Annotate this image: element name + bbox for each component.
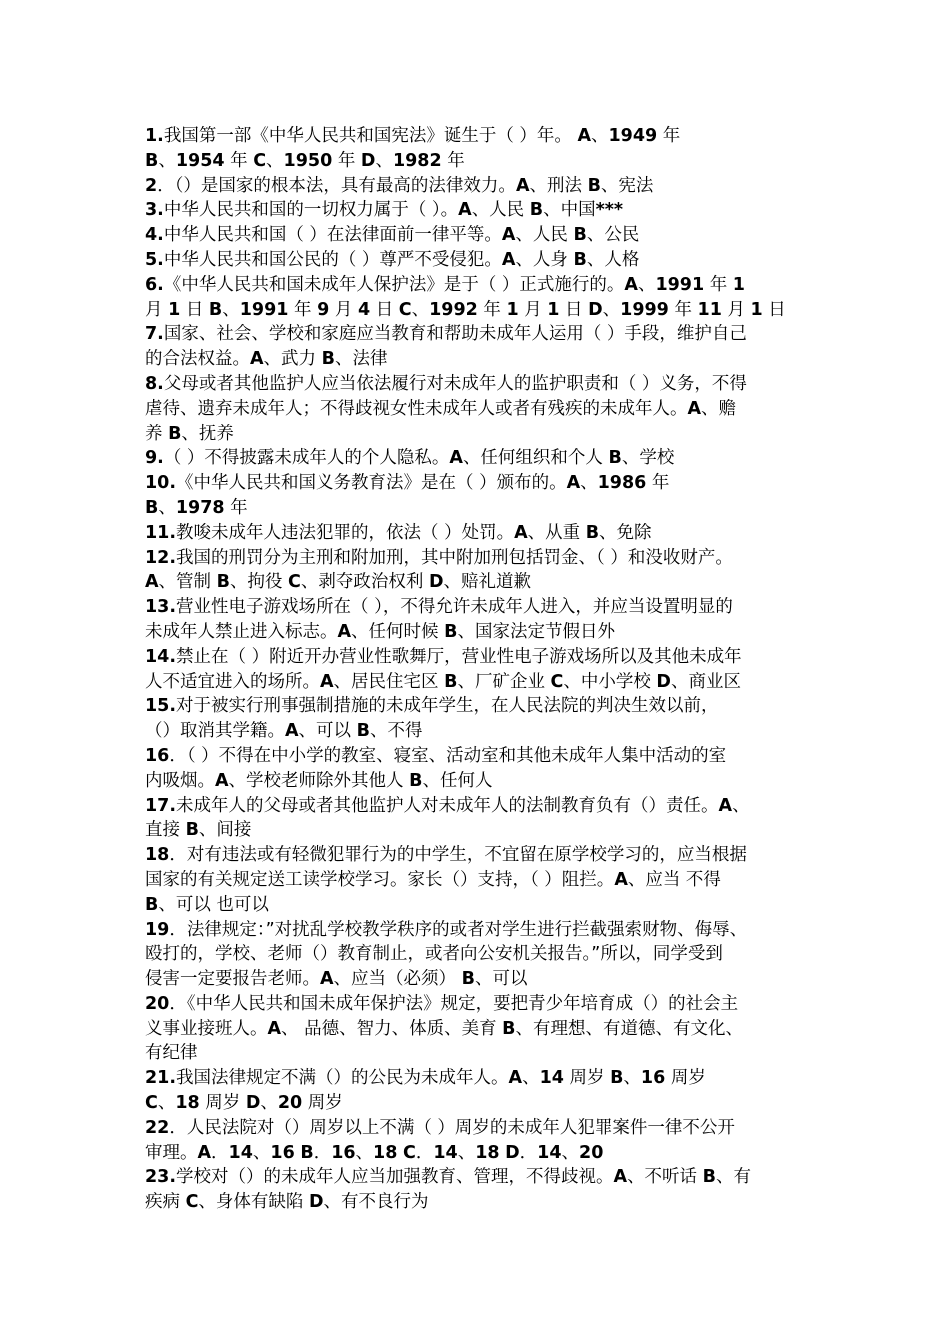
text-line: 未成年人禁止进入标志。A、任何时候 B、国家法定节假日外 [145, 621, 615, 642]
text-line: 殴打的，学校、老师（）教育制止，或者向公安机关报告。”所以，同学受到 [145, 944, 723, 965]
text-line: 16．（ ）不得在中小学的教室、寝室、活动室和其他未成年人集中活动的室 [145, 745, 727, 766]
text-line: 15.对于被实行刑事强制措施的未成年学生，在人民法院的判决生效以前， [145, 696, 719, 717]
text-line: A、管制 B、拘役 C、剥夺政治权利 D、赔礼道歉 [145, 572, 531, 593]
text-line: C、18 周岁 D、20 周岁 [145, 1093, 343, 1114]
text-line: 10.《中华人民共和国义务教育法》是在（ ）颁布的。A、1986 年 [145, 473, 670, 494]
text-line: 11.教唆未成年人违法犯罪的，依法（ ）处罚。A、从重 B、免除 [145, 522, 652, 543]
text-line: B、1978 年 [145, 497, 248, 518]
text-line: 21.我国法律规定不满（）的公民为未成年人。A、14 周岁 B、16 周岁 [145, 1068, 706, 1089]
text-line: 13.营业性电子游戏场所在（ ），不得允许未成年人进入，并应当设置明显的 [145, 597, 733, 618]
text-line: 3.中华人民共和国的一切权力属于（ ）。A、人民 B、中国*** [145, 200, 624, 221]
text-line: 8.父母或者其他监护人应当依法履行对未成年人的监护职责和（ ）义务，不得 [145, 373, 747, 394]
text-line: 9.（ ）不得披露未成年人的个人隐私。A、任何组织和个人 B、学校 [145, 448, 675, 469]
text-line: 疾病 C、身体有缺陷 D、有不良行为 [145, 1192, 429, 1213]
text-line: 国家的有关规定送工读学校学习。家长（）支持，（ ）阻拦。A、应当 不得 [145, 869, 721, 890]
text-line: B、可以 也可以 [145, 894, 269, 915]
text-line: 5.中华人民共和国公民的（ ）尊严不受侵犯。A、人身 B、人格 [145, 249, 640, 270]
text-line: 7.国家、社会、学校和家庭应当教育和帮助未成年人运用（ ）手段，维护自己 [145, 324, 747, 345]
text-line: 19．法律规定：”对扰乱学校教学秩序的或者对学生进行拦截强索财物、侮辱、 [145, 919, 748, 940]
text-line: 虐待、遗弃未成年人；不得歧视女性未成年人或者有残疾的未成年人。A、赡 [145, 398, 737, 419]
text-line: （）取消其学籍。A、可以 B、不得 [145, 721, 423, 742]
text-line: B、1954 年 C、1950 年 D、1982 年 [145, 150, 465, 171]
text-line: 6.《中华人民共和国未成年人保护法》是于（ ）正式施行的。A、1991 年 1 [145, 274, 745, 295]
text-line: 直接 B、间接 [145, 820, 252, 841]
text-line: 养 B、抚养 [145, 423, 234, 444]
text-line: 人不适宜进入的场所。A、居民住宅区 B、厂矿企业 C、中小学校 D、商业区 [145, 671, 741, 692]
text-line: 23.学校对（）的未成年人应当加强教育、管理，不得歧视。A、不听话 B、有 [145, 1167, 751, 1188]
text-line: 1.我国第一部《中华人民共和国宪法》诞生于（ ）年。 A、1949 年 [145, 126, 681, 146]
text-line: 月 1 日 B、1991 年 9 月 4 日 C、1992 年 1 月 1 日 D、1999 年 11 月 1 日 [145, 299, 786, 320]
text-line: 4.中华人民共和国（ ）在法律面前一律平等。A、人民 B、公民 [145, 225, 640, 246]
question-list [145, 124, 825, 1215]
text-line: 内吸烟。A、学校老师除外其他人 B、任何人 [145, 770, 493, 791]
text-line: 14.禁止在（ ）附近开办营业性歌舞厅，营业性电子游戏场所以及其他未成年 [145, 646, 742, 667]
text-line: 义事业接班人。A、 品德、智力、体质、美育 B、有理想、有道德、有文化、 [145, 1018, 744, 1039]
text-line: 有纪律 [145, 1043, 198, 1064]
text-line: 2．（）是国家的根本法，具有最高的法律效力。A、刑法 B、宪法 [145, 175, 654, 196]
text-line: 18．对有违法或有轻微犯罪行为的中学生，不宜留在原学校学习的，应当根据 [145, 845, 747, 866]
text-line: 审理。A．14、16 B．16、18 C．14、18 D．14、20 [145, 1142, 604, 1163]
text-line: 的合法权益。A、武力 B、法律 [145, 349, 388, 370]
text-line: 22．人民法院对（）周岁以上不满（ ）周岁的未成年人犯罪案件一律不公开 [145, 1117, 735, 1138]
text-line: 侵害一定要报告老师。A、应当（必须） B、可以 [145, 969, 528, 990]
text-line: 17.未成年人的父母或者其他监护人对未成年人的法制教育负有（）责任。A、 [145, 795, 750, 816]
text-line: 12.我国的刑罚分为主刑和附加刑，其中附加刑包括罚金、（ ）和没收财产。 [145, 547, 733, 568]
text-line: 20．《中华人民共和国未成年保护法》规定，要把青少年培育成（）的社会主 [145, 993, 739, 1014]
